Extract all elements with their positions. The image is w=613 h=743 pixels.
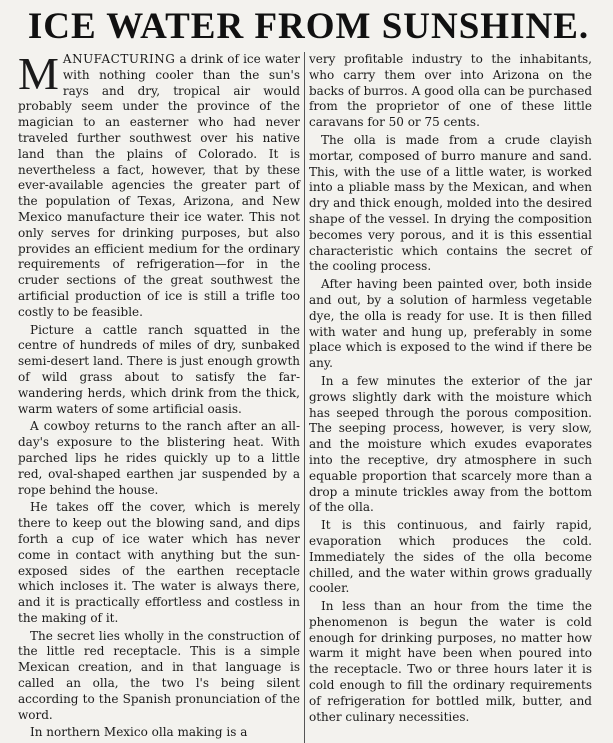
paragraph-7: very profitable industry to the inhabitants, who carry them over into Arizona on the backs of burros. A good olla can be purchased from the proprietor of one of these little caravans for 50 or 75 cents. xyxy=(309,52,592,130)
paragraph-5: The secret lies wholly in the construction of the little red receptacle. This is a simple Mexican creation, and in that language is called an olla, the two l's being silent according to the Spanish pronunciation of the word. xyxy=(18,628,300,722)
paragraph-12: In less than an hour from the time the phenomenon is begun the water is cold enough for drinking purposes, no matter how warm it might have been when poured into the receptacle. Two or three hours later it is cold enough to fill the ordinary requirements of refrigeration for bottled milk, butter, and other culinary necessities. xyxy=(309,599,592,724)
paragraph-10: In a few minutes the exterior of the jar grows slightly dark with the moisture which has seeped through the porous composition. The seeping process, however, is very slow, and the moisture which exudes evaporates into the receptive, dry atmosphere in such equable proportion that scarcely more than a drop a minute trickles away from the bottom of the olla. xyxy=(309,373,592,515)
paragraph-2: Picture a cattle ranch squatted in the centre of hundreds of miles of dry, sunbaked semi-desert land. There is just enough growth of wild grass about to satisfy the far-wandering herds, which drink from the thick, warm waters of some artificial oasis. xyxy=(18,322,300,416)
right-column xyxy=(305,52,596,743)
article-columns xyxy=(14,48,603,743)
paragraph-4: He takes off the cover, which is merely there to keep out the blowing sand, and dips forth a cup of ice water which has never come in contact with anything but the sun-exposed sides of the earthen receptacle which incloses it. The water is always there, and it is practically effortless and costless in the making of it. xyxy=(18,500,300,625)
paragraph-9: After having been painted over, both inside and out, by a solution of harmless vegetable dye, the olla is ready for use. It is then filled with water and hung up, preferably in some place which is exposed to the wind if there be any. xyxy=(309,277,592,371)
paragraph-1 xyxy=(18,48,300,321)
paragraph-11: It is this continuous, and fairly rapid, evaporation which produces the cold. Immediately the sides of the olla become chilled, and the water within grows gradually cooler. xyxy=(309,518,592,596)
paragraph-3: A cowboy returns to the ranch after an all-day's exposure to the blistering heat. With parched lips he rides quickly up to a little red, oval-shaped earthen jar suspended by a rope behind the house. xyxy=(18,419,300,497)
left-column xyxy=(14,48,305,743)
headline: ICE WATER FROM SUNSHINE. xyxy=(27,6,590,47)
paragraph-8: The olla is made from a crude clayish mortar, composed of burro manure and sand. This, with the use of a little water, is worked into a pliable mass by the Mexican, and when dry and thick enough, molded into the desired shape of the vessel. In drying the composition becomes very porous, and it is this essential characteristic which contains the secret of the cooling process. xyxy=(309,132,592,274)
paragraph-text: a drink of ice water with nothing cooler than the sun's rays and dry, tropical air would probably seem under the province of the magician to an easterner who had never traveled further southwest over his native land than the plains of Colorado. It is nevertheless a fact, however, that by these ever-available agencies the greater part of the population of Texas, Arizona, and New Mexico manufacture their ice water. This not only serves for drinking purposes, but also provides an efficient medium for the ordinary requirements of refrigeration—for in the cruder sections of the great southwest the artificial production of ice is still a trifle too costly to be feasible. xyxy=(18,52,300,319)
paragraph-6: In northern Mexico olla making is a xyxy=(30,725,248,740)
lead-smallcaps: ANUFACTURING xyxy=(62,52,176,66)
drop-cap: M xyxy=(18,48,59,99)
